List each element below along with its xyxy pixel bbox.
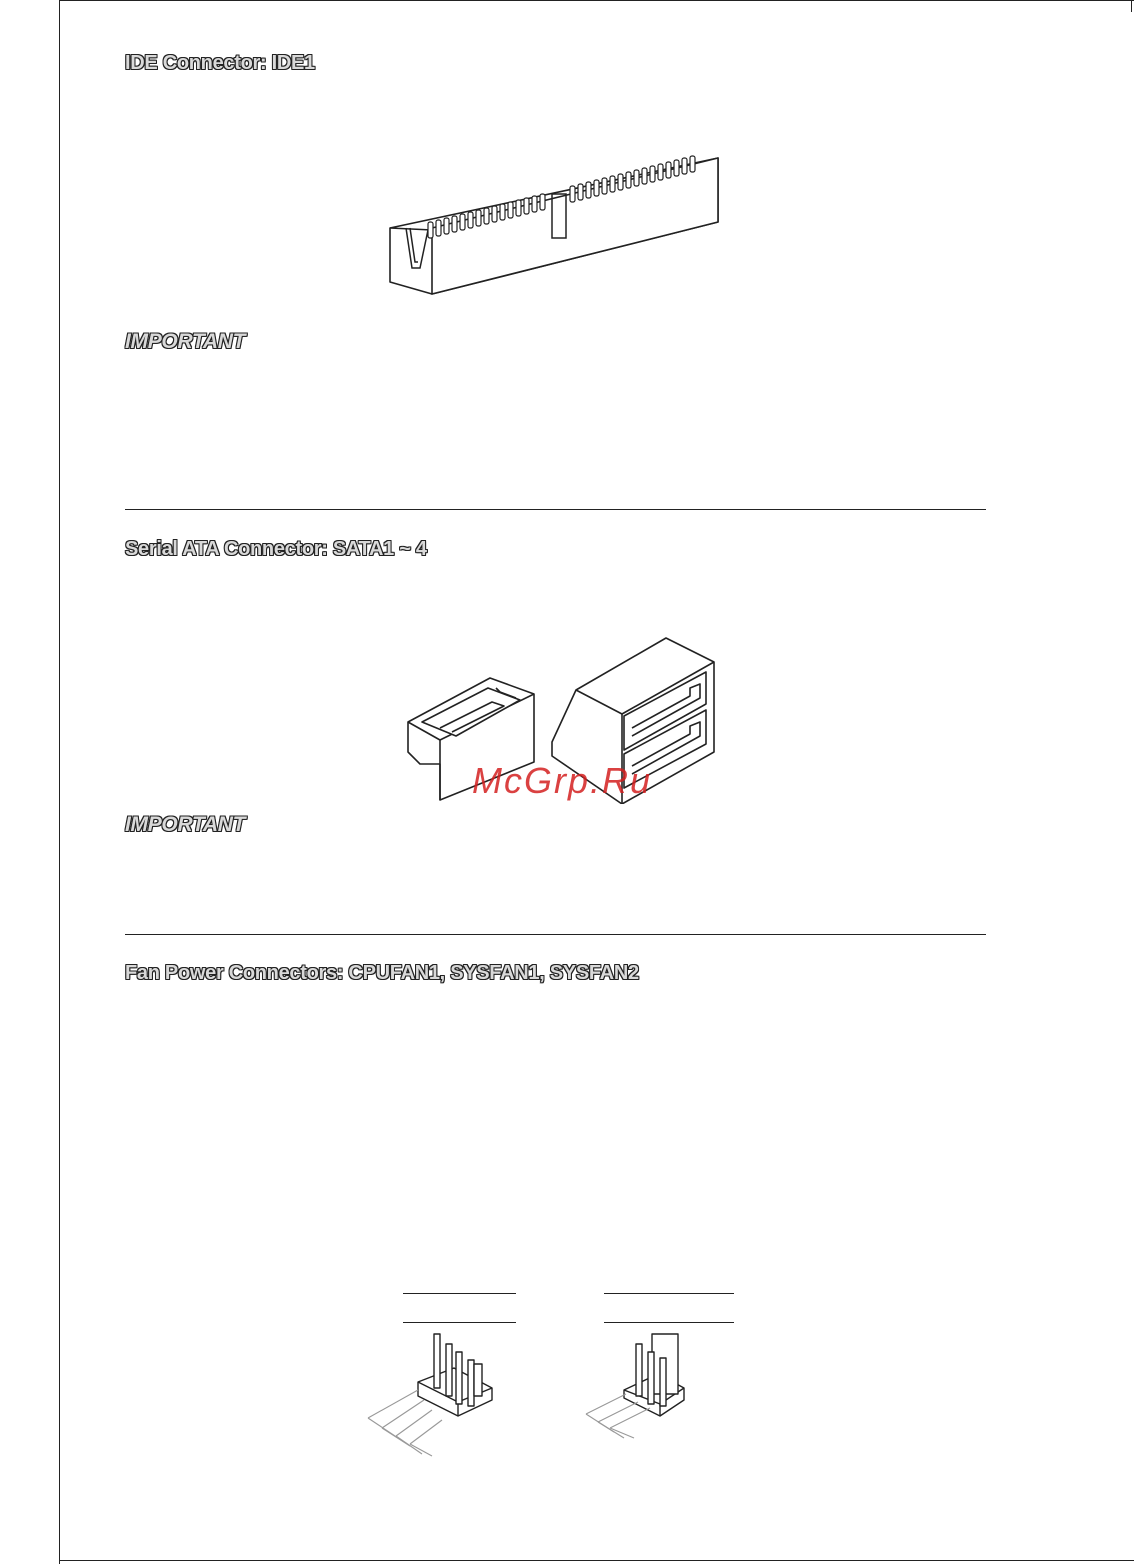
ide-connector-heading: IDE Connector: IDE1 [125, 52, 315, 74]
sata-connector-heading: Serial ATA Connector: SATA1 ~ 4 [125, 538, 427, 560]
sysfan-label-line [604, 1293, 734, 1294]
section-divider [125, 509, 986, 510]
fan-connector-heading: Fan Power Connectors: CPUFAN1, SYSFAN1, SYSFAN2 [125, 962, 639, 984]
sata-important-label: IMPORTANT [125, 813, 246, 836]
page-frame-top [59, 0, 1134, 1]
section-divider [125, 934, 986, 935]
page-frame-left [59, 0, 60, 1564]
ide-important-label: IMPORTANT [125, 330, 246, 353]
4-pin-fan-connector-illustration [360, 1330, 500, 1460]
page-frame-bottom [59, 1560, 1134, 1561]
cpufan-label-line [403, 1322, 516, 1323]
sysfan-label-line [604, 1322, 734, 1323]
page-frame-tick [1131, 0, 1132, 12]
cpufan-label-line [403, 1293, 516, 1294]
watermark-text: McGrp.Ru [472, 760, 653, 801]
ide-connector-illustration [380, 150, 730, 300]
3-pin-fan-connector-illustration [580, 1330, 690, 1440]
